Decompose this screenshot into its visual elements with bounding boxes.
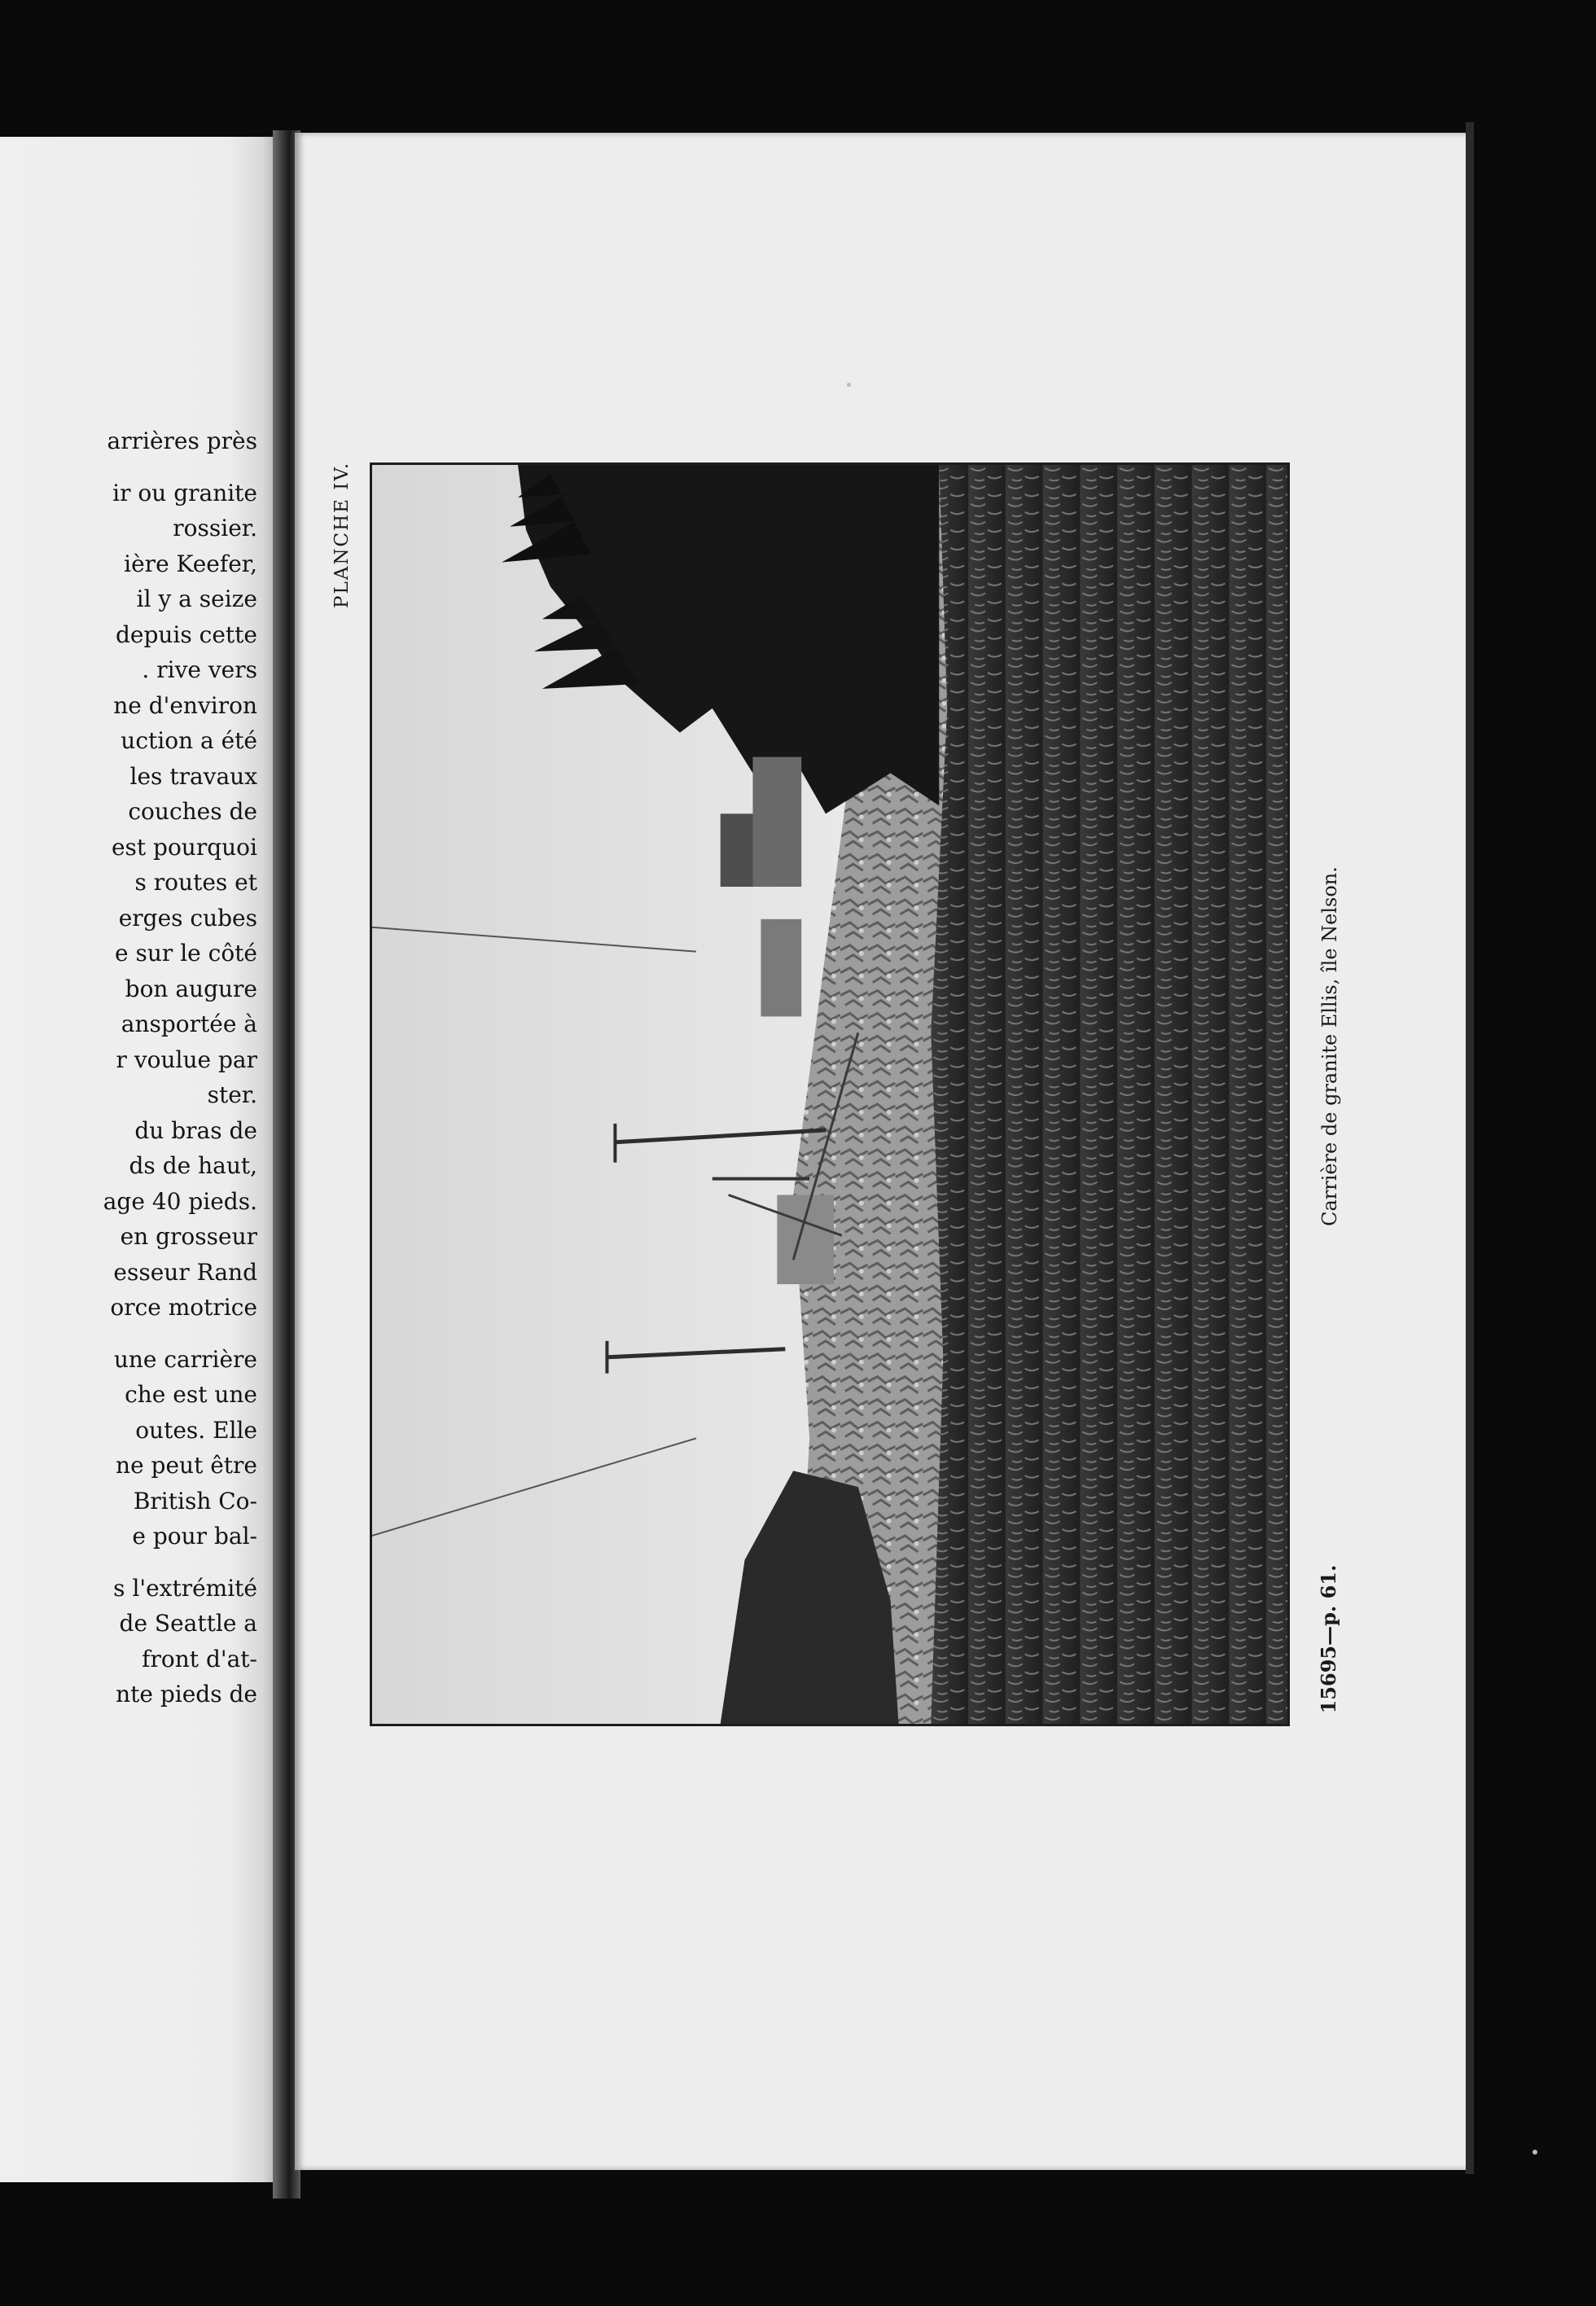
plate-label: PLANCHE IV. bbox=[331, 461, 353, 608]
paper-speck bbox=[1532, 2150, 1537, 2155]
left-page-line: de Seattle a bbox=[119, 1610, 257, 1637]
left-page-line: e sur le côté bbox=[115, 940, 257, 967]
left-page-line: couches de bbox=[128, 798, 257, 825]
left-page-line: outes. Elle bbox=[135, 1416, 257, 1444]
left-page-line: . rive vers bbox=[142, 656, 257, 683]
left-page-line: age 40 pieds. bbox=[103, 1187, 257, 1215]
quarry-photograph bbox=[370, 463, 1290, 1726]
paper-speck bbox=[847, 383, 851, 387]
left-page-line: che est une bbox=[125, 1381, 257, 1408]
left-page-line: ière Keefer, bbox=[124, 550, 257, 577]
quarry-photograph-image bbox=[372, 465, 1287, 1724]
left-page-line: en grosseur bbox=[120, 1223, 257, 1250]
left-page-line: ir ou granite bbox=[112, 479, 257, 506]
left-page-line: ne peut être bbox=[116, 1452, 257, 1479]
plate-reference: 15695—p. 61. bbox=[1317, 1564, 1340, 1714]
left-page bbox=[0, 137, 285, 2182]
left-page-line: nte pieds de bbox=[116, 1681, 257, 1708]
left-page-line: ds de haut, bbox=[129, 1152, 257, 1179]
plate-caption: Carrière de granite Ellis, île Nelson. bbox=[1318, 866, 1341, 1226]
left-page-line: du bras de bbox=[134, 1116, 257, 1144]
left-page-line: il y a seize bbox=[136, 585, 257, 612]
left-page-line: arrières près bbox=[107, 427, 257, 454]
left-page-line: une carrière bbox=[113, 1345, 257, 1373]
left-page-line: front d'at- bbox=[142, 1645, 257, 1673]
right-page-edge bbox=[1466, 122, 1474, 2174]
left-page-line: erges cubes bbox=[118, 904, 257, 932]
left-page-line bbox=[0, 1326, 257, 1342]
left-page-line: s l'extrémité bbox=[113, 1574, 257, 1602]
left-page-line: les travaux bbox=[129, 762, 257, 790]
left-page-line: British Co- bbox=[133, 1487, 257, 1515]
left-page-line: ster. bbox=[207, 1081, 257, 1108]
left-page-line: esseur Rand bbox=[113, 1258, 257, 1286]
left-page-line: r voulue par bbox=[116, 1046, 257, 1073]
left-page-line bbox=[0, 1554, 257, 1571]
left-page-line: est pourquoi bbox=[111, 833, 257, 861]
left-page-line: s routes et bbox=[134, 869, 257, 896]
left-page-line: e pour bal- bbox=[132, 1523, 257, 1550]
left-page-line: uction a été bbox=[121, 727, 257, 754]
left-page-line: orce motrice bbox=[110, 1294, 257, 1321]
left-page-line: bon augure bbox=[125, 975, 257, 1002]
left-page-line: ansportée à bbox=[121, 1011, 257, 1037]
left-page-line bbox=[0, 459, 257, 476]
left-page-line: depuis cette bbox=[115, 620, 257, 648]
left-page-line: rossier. bbox=[173, 515, 257, 541]
left-page-line: ne d'environ bbox=[113, 691, 257, 719]
left-page-text bbox=[0, 423, 257, 1712]
